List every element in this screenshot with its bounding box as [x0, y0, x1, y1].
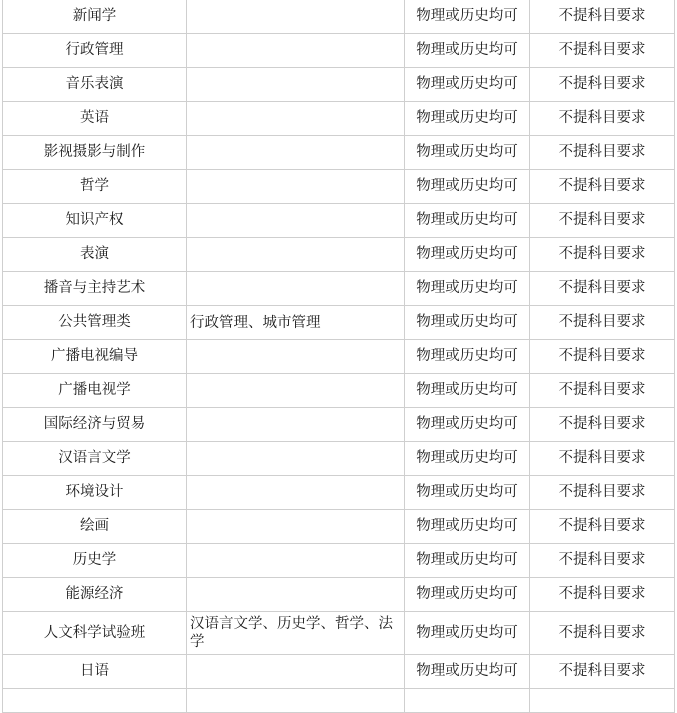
second-subject-requirement-cell: 不提科目要求: [530, 0, 675, 34]
major-name-cell: 广播电视编导: [3, 340, 187, 374]
second-subject-requirement-cell: 不提科目要求: [530, 204, 675, 238]
table-row: [3, 170, 675, 204]
table-row: [3, 578, 675, 612]
first-subject-requirement-cell: 物理或历史均可: [405, 272, 530, 306]
first-subject-requirement-cell: 物理或历史均可: [405, 340, 530, 374]
major-name-cell: 影视摄影与制作: [3, 136, 187, 170]
second-subject-requirement-cell: 不提科目要求: [530, 102, 675, 136]
second-subject-requirement-cell: 不提科目要求: [530, 136, 675, 170]
included-majors-cell: [187, 510, 405, 544]
first-subject-requirement-cell: 物理或历史均可: [405, 306, 530, 340]
major-name-cell: [3, 689, 187, 713]
major-name-cell: 能源经济: [3, 578, 187, 612]
table-row: [3, 102, 675, 136]
included-majors-cell: [187, 689, 405, 713]
table-row: [3, 272, 675, 306]
included-majors-cell: [187, 340, 405, 374]
table-row: [3, 204, 675, 238]
second-subject-requirement-cell: 不提科目要求: [530, 272, 675, 306]
major-name-cell: 音乐表演: [3, 68, 187, 102]
major-name-cell: 绘画: [3, 510, 187, 544]
major-name-cell: 环境设计: [3, 476, 187, 510]
table-row: [3, 68, 675, 102]
second-subject-requirement-cell: 不提科目要求: [530, 238, 675, 272]
first-subject-requirement-cell: 物理或历史均可: [405, 204, 530, 238]
second-subject-requirement-cell: 不提科目要求: [530, 34, 675, 68]
second-subject-requirement-cell: 不提科目要求: [530, 408, 675, 442]
second-subject-requirement-cell: 不提科目要求: [530, 68, 675, 102]
table-row: [3, 0, 675, 34]
first-subject-requirement-cell: 物理或历史均可: [405, 655, 530, 689]
major-name-cell: 历史学: [3, 544, 187, 578]
table-row: [3, 238, 675, 272]
table-body: [3, 0, 675, 713]
first-subject-requirement-cell: 物理或历史均可: [405, 476, 530, 510]
second-subject-requirement-cell: 不提科目要求: [530, 655, 675, 689]
included-majors-cell: [187, 476, 405, 510]
included-majors-cell: [187, 34, 405, 68]
second-subject-requirement-cell: 不提科目要求: [530, 510, 675, 544]
first-subject-requirement-cell: 物理或历史均可: [405, 136, 530, 170]
included-majors-cell: [187, 102, 405, 136]
table-row: [3, 510, 675, 544]
major-name-cell: 行政管理: [3, 34, 187, 68]
included-majors-cell: [187, 408, 405, 442]
included-majors-cell: [187, 204, 405, 238]
included-majors-cell: 行政管理、城市管理: [187, 306, 405, 340]
second-subject-requirement-cell: 不提科目要求: [530, 170, 675, 204]
first-subject-requirement-cell: 物理或历史均可: [405, 408, 530, 442]
table-row: [3, 476, 675, 510]
included-majors-cell: [187, 578, 405, 612]
second-subject-requirement-cell: 不提科目要求: [530, 476, 675, 510]
table-row: [3, 374, 675, 408]
major-name-cell: 国际经济与贸易: [3, 408, 187, 442]
major-name-cell: 哲学: [3, 170, 187, 204]
major-name-cell: 人文科学试验班: [3, 612, 187, 655]
table-row: [3, 689, 675, 713]
first-subject-requirement-cell: 物理或历史均可: [405, 544, 530, 578]
first-subject-requirement-cell: 物理或历史均可: [405, 510, 530, 544]
second-subject-requirement-cell: 不提科目要求: [530, 306, 675, 340]
included-majors-cell: [187, 655, 405, 689]
major-name-cell: 日语: [3, 655, 187, 689]
first-subject-requirement-cell: 物理或历史均可: [405, 34, 530, 68]
table-row: [3, 340, 675, 374]
included-majors-cell: [187, 374, 405, 408]
table-row: [3, 136, 675, 170]
major-name-cell: 公共管理类: [3, 306, 187, 340]
first-subject-requirement-cell: 物理或历史均可: [405, 0, 530, 34]
major-name-cell: 英语: [3, 102, 187, 136]
first-subject-requirement-cell: 物理或历史均可: [405, 238, 530, 272]
major-name-cell: 播音与主持艺术: [3, 272, 187, 306]
table-row: [3, 655, 675, 689]
major-name-cell: 新闻学: [3, 0, 187, 34]
second-subject-requirement-cell: 不提科目要求: [530, 544, 675, 578]
table-row: [3, 544, 675, 578]
table-row: [3, 408, 675, 442]
table-row: [3, 612, 675, 655]
first-subject-requirement-cell: 物理或历史均可: [405, 374, 530, 408]
included-majors-cell: [187, 272, 405, 306]
major-name-cell: 知识产权: [3, 204, 187, 238]
subject-requirements-table: [2, 0, 675, 713]
second-subject-requirement-cell: 不提科目要求: [530, 340, 675, 374]
major-name-cell: 汉语言文学: [3, 442, 187, 476]
included-majors-cell: [187, 68, 405, 102]
first-subject-requirement-cell: 物理或历史均可: [405, 442, 530, 476]
table-row: [3, 306, 675, 340]
table-row: [3, 442, 675, 476]
included-majors-cell: [187, 136, 405, 170]
included-majors-cell: [187, 238, 405, 272]
included-majors-cell: [187, 544, 405, 578]
first-subject-requirement-cell: 物理或历史均可: [405, 102, 530, 136]
included-majors-cell: [187, 0, 405, 34]
first-subject-requirement-cell: 物理或历史均可: [405, 68, 530, 102]
second-subject-requirement-cell: [530, 689, 675, 713]
included-majors-cell: 汉语言文学、历史学、哲学、法学: [187, 612, 405, 655]
first-subject-requirement-cell: 物理或历史均可: [405, 578, 530, 612]
major-name-cell: 表演: [3, 238, 187, 272]
second-subject-requirement-cell: 不提科目要求: [530, 442, 675, 476]
second-subject-requirement-cell: 不提科目要求: [530, 578, 675, 612]
first-subject-requirement-cell: [405, 689, 530, 713]
second-subject-requirement-cell: 不提科目要求: [530, 374, 675, 408]
first-subject-requirement-cell: 物理或历史均可: [405, 170, 530, 204]
major-name-cell: 广播电视学: [3, 374, 187, 408]
included-majors-cell: [187, 170, 405, 204]
table-row: [3, 34, 675, 68]
second-subject-requirement-cell: 不提科目要求: [530, 612, 675, 655]
included-majors-cell: [187, 442, 405, 476]
first-subject-requirement-cell: 物理或历史均可: [405, 612, 530, 655]
